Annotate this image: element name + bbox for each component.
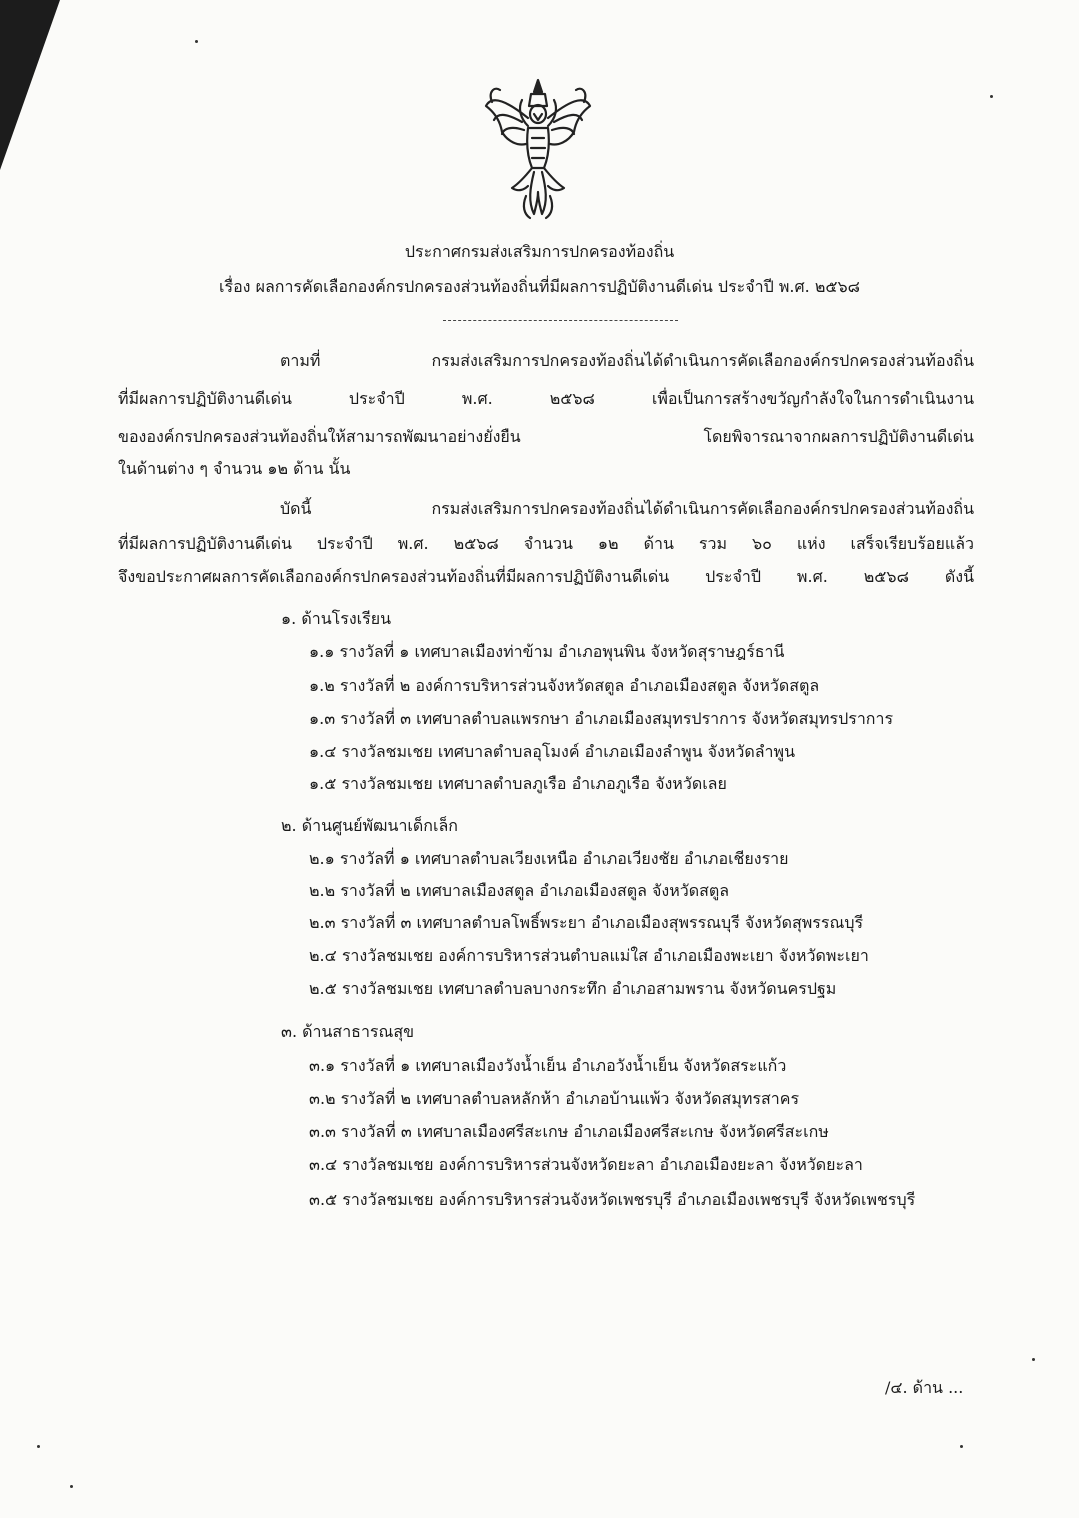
announcement-subject: เรื่อง ผลการคัดเลือกองค์กรปกครองส่วนท้องถิ่นที่มีผลการปฏิบัติงานดีเด่น ประจำปี พ.ศ. ๒๕๖๘ (219, 277, 860, 296)
scan-speck (195, 40, 198, 43)
list-item: ๒.๕ รางวัลชมเชย เทศบาลตำบลบางกระทึก อำเภอสามพราน จังหวัดนครปฐม (309, 979, 837, 998)
list-item: ๑.๓ รางวัลที่ ๓ เทศบาลตำบลแพรกษา อำเภอเมืองสมุทรปราการ จังหวัดสมุทรปราการ (309, 709, 894, 728)
title-divider (443, 320, 678, 321)
paragraph-1-line: ในด้านต่าง ๆ จำนวน ๑๒ ด้าน นั้น (118, 459, 351, 478)
list-item: ๑.๕ รางวัลชมเชย เทศบาลตำบลภูเรือ อำเภอภูเรือ จังหวัดเลย (309, 774, 727, 793)
list-item: ๓.๔ รางวัลชมเชย องค์การบริหารส่วนจังหวัดยะลา อำเภอเมืองยะลา จังหวัดยะลา (309, 1155, 863, 1174)
paragraph-2-line: บัดนี้ กรมส่งเสริมการปกครองท้องถิ่นได้ดำเนินการคัดเลือกองค์กรปกครองส่วนท้องถิ่น (280, 499, 974, 518)
list-item: ๑.๒ รางวัลที่ ๒ องค์การบริหารส่วนจังหวัดสตูล อำเภอเมืองสตูล จังหวัดสตูล (309, 676, 820, 695)
announcement-title: ประกาศกรมส่งเสริมการปกครองท้องถิ่น (404, 242, 675, 261)
scan-speck (990, 95, 993, 98)
list-item: ๒.๔ รางวัลชมเชย องค์การบริหารส่วนตำบลแม่ใส อำเภอเมืองพะเยา จังหวัดพะเยา (309, 946, 869, 965)
list-item: ๓.๓ รางวัลที่ ๓ เทศบาลเมืองศรีสะเกษ อำเภอเมืองศรีสะเกษ จังหวัดศรีสะเกษ (309, 1122, 829, 1141)
list-item: ๓.๒ รางวัลที่ ๒ เทศบาลตำบลหลักห้า อำเภอบ้านแพ้ว จังหวัดสมุทรสาคร (309, 1089, 800, 1108)
list-item: ๒.๓ รางวัลที่ ๓ เทศบาลตำบลโพธิ์พระยา อำเภอเมืองสุพรรณบุรี จังหวัดสุพรรณบุรี (309, 913, 864, 932)
garuda-emblem-icon (478, 72, 598, 222)
list-item: ๒.๒ รางวัลที่ ๒ เทศบาลเมืองสตูล อำเภอเมืองสตูล จังหวัดสตูล (309, 881, 730, 900)
paragraph-2-line: จึงขอประกาศผลการคัดเลือกองค์กรปกครองส่วนท้องถิ่นที่มีผลการปฏิบัติงานดีเด่น ประจำปี พ.ศ. ๒๕๖๘ ดังนี้ (118, 567, 974, 586)
scan-corner-shadow (0, 0, 60, 170)
list-item: ๓.๑ รางวัลที่ ๑ เทศบาลเมืองวังน้ำเย็น อำเภอวังน้ำเย็น จังหวัดสระแก้ว (309, 1056, 787, 1075)
list-item: ๒.๑ รางวัลที่ ๑ เทศบาลตำบลเวียงเหนือ อำเภอเวียงชัย อำเภอเชียงราย (309, 849, 789, 868)
paragraph-1-line: ตามที่ กรมส่งเสริมการปกครองท้องถิ่นได้ดำเนินการคัดเลือกองค์กรปกครองส่วนท้องถิ่น (280, 351, 974, 370)
list-item: ๑.๑ รางวัลที่ ๑ เทศบาลเมืองท่าข้าม อำเภอพุนพิน จังหวัดสุราษฎร์ธานี (309, 642, 785, 661)
list-item: ๑.๔ รางวัลชมเชย เทศบาลตำบลอุโมงค์ อำเภอเมืองลำพูน จังหวัดลำพูน (309, 742, 796, 761)
scan-speck (1032, 1358, 1035, 1361)
section-title: ๑. ด้านโรงเรียน (281, 609, 392, 628)
section-title: ๒. ด้านศูนย์พัฒนาเด็กเล็ก (281, 816, 458, 835)
scan-speck (70, 1485, 73, 1488)
paragraph-1-line: ที่มีผลการปฏิบัติงานดีเด่น ประจำปี พ.ศ. ๒๕๖๘ เพื่อเป็นการสร้างขวัญกำลังใจในการดำเนินงาน (118, 389, 974, 408)
paragraph-2-line: ที่มีผลการปฏิบัติงานดีเด่น ประจำปี พ.ศ. ๒๕๖๘ จำนวน ๑๒ ด้าน รวม ๖๐ แห่ง เสร็จเรียบร้อยแล้ว (118, 534, 974, 553)
scan-speck (37, 1445, 40, 1448)
section-title: ๓. ด้านสาธารณสุข (281, 1022, 415, 1041)
continuation-marker: /๔. ด้าน ... (885, 1378, 964, 1397)
list-item: ๓.๕ รางวัลชมเชย องค์การบริหารส่วนจังหวัดเพชรบุรี อำเภอเมืองเพชรบุรี จังหวัดเพชรบุรี (309, 1190, 916, 1209)
scan-speck (960, 1445, 963, 1448)
paragraph-1-line: ขององค์กรปกครองส่วนท้องถิ่นให้สามารถพัฒนาอย่างยั่งยืน โดยพิจารณาจากผลการปฏิบัติงานดีเด่น (118, 427, 974, 446)
